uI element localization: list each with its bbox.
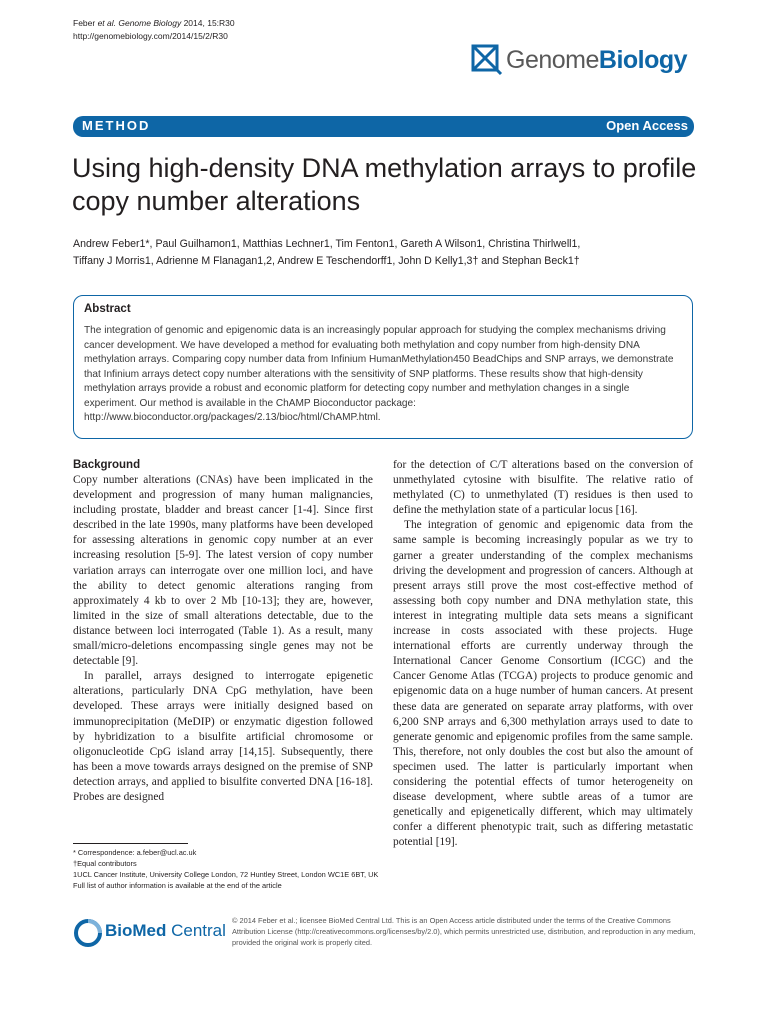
authors-line-2: Tiffany J Morris1, Adrienne M Flanagan1,2, Andrew E Teschendorff1, John D Kelly1,3† and Stephan Beck1† <box>73 255 580 267</box>
open-access-label: Open Access <box>606 118 688 133</box>
paragraph: Copy number alterations (CNAs) have been implicated in the development and progression of many human malignancies, including prostate, bladder and breast cancer [1-4]. Since first described in the late 1990s, many platforms have been developed for assessing alterations in genomic copy number at an ever increasing resolution [5-9]. The latest version of copy number variation arrays can interrogate over one million loci, and have the ability to detect genomic alterations ranging from approximately 4 kb to over 2 Mb [10-13]; they are, however, limited in the size of small alterations detectable, due to the distance between loci interrogated (Table 1). As a result, many small/micro-deletions encompassing single genes may not be detectable [9]. <box>73 474 373 668</box>
license-text: © 2014 Feber et al.; licensee BioMed Central Ltd. This is an Open Access article distributed under the terms of the Creative Commons Attribution License (http://creativecommons.org/licenses/by/2.0), which permits unrestricted use, distribution, and reproduction in any medium, provided the original work is properly cited. <box>232 916 696 947</box>
citation-line-1: Feber et al. Genome Biology 2014, 15:R30 <box>73 18 235 28</box>
genome-biology-logo: GenomeBiology <box>470 40 700 80</box>
author-info-note: Full list of author information is available at the end of the article <box>73 881 282 890</box>
correspondence-note: * Correspondence: a.feber@ucl.ac.uk <box>73 848 197 857</box>
article-type-banner <box>73 116 694 137</box>
author-list <box>73 236 713 270</box>
paragraph: The integration of genomic and epigenomic data from the same sample is becoming increasingly popular as we try to garner a greater understanding of the complex mechanisms driving the development and progression of cancers. Although at present arrays still prove the most cost-effective method of assessing both copy number and DNA methylation state, this interest in integrating multiple data sets means a significant increase in costs associated with these projects. Huge international efforts are currently underway through the International Cancer Genome Consortium (ICGC) and the Cancer Genome Atlas (TCGA) projects to produce genomic and epigenomic data on a huge number of human cancers. At present these data are generated on separate array platforms, with over 6,200 SNP arrays and 6,300 methylation arrays used to date to generate genomic and epigenomic profiles from the same sample. This, therefore, not only doubles the cost but also the amount of specimen used. The latter is particularly important when considering the potential effects of tumor heterogeneity on disease development, where subtle areas of a tumor are genetically and epigenetically different, which may ultimately confer a different phenotypic trait, such as differing metastatic potential [19]. <box>393 519 693 849</box>
abstract-box <box>73 295 693 439</box>
footnotes <box>73 847 393 891</box>
paragraph: for the detection of C/T alterations based on the conversion of unmethylated cytosine with bisulfite. The relative ratio of methylated (C) to unmethylated (T) residues is then used to define the methylation state of a particular locus [16]. <box>393 459 693 517</box>
biomed-central-logo: BioMed Central <box>73 915 223 951</box>
abstract-text: The integration of genomic and epigenomic data is an increasingly popular approach for studying the complex mechanisms driving cancer development. We have developed a method for evaluating both methylation and copy number from high-density DNA methylation arrays. Comparing copy number data from Infinium HumanMethylation450 BeadChips and SNP arrays, we demonstrate that Infinium arrays detect copy number alterations with the sensitivity of SNP platforms. These results show that high-density methylation arrays provide a robust and economic platform for detecting copy number and methylation changes in a single experiment. Our method is available in the ChAMP Bioconductor package: http://www.bioconductor.org/packages/2.13/bioc/html/ChAMP.html. <box>84 325 674 423</box>
authors-line-1: Andrew Feber1*, Paul Guilhamon1, Matthias Lechner1, Tim Fenton1, Gareth A Wilson1, Christina Thirlwell1, <box>73 238 581 250</box>
citation-journal: et al. Genome Biology <box>97 18 182 28</box>
paragraph: In parallel, arrays designed to interrogate epigenetic alterations, particularly DNA CpG methylation, have been developed. These arrays were initially designed based on immunoprecipitation (MeDIP) or enzymatic digestion followed by hybridization to a bisulfite artificial chromosome or oligonucleotide CpG island array [14,15]. Subsequently, there has been a move towards arrays designed on the premise of SNP detection arrays, and applied to bisulfite converted DNA [16-18]. Probes are designed <box>73 670 373 803</box>
affiliation-note: 1UCL Cancer Institute, University College London, 72 Huntley Street, London WC1E 6BT, UK <box>73 870 379 879</box>
article-title: Using high-density DNA methylation arrays to profile copy number alterations <box>72 153 697 216</box>
body-column-left <box>73 458 373 805</box>
citation-header <box>73 17 235 43</box>
genome-biology-emblem-icon <box>470 43 504 77</box>
abstract-heading: Abstract <box>84 303 131 315</box>
biomed-central-emblem-icon <box>73 918 103 948</box>
body-column-right <box>393 458 693 850</box>
footnote-divider <box>73 843 188 844</box>
citation-url[interactable]: http://genomebiology.com/2014/15/2/R30 <box>73 31 228 41</box>
article-type-label: METHOD <box>82 118 151 133</box>
equal-contributors-note: †Equal contributors <box>73 859 137 868</box>
section-heading-background: Background <box>73 459 141 471</box>
